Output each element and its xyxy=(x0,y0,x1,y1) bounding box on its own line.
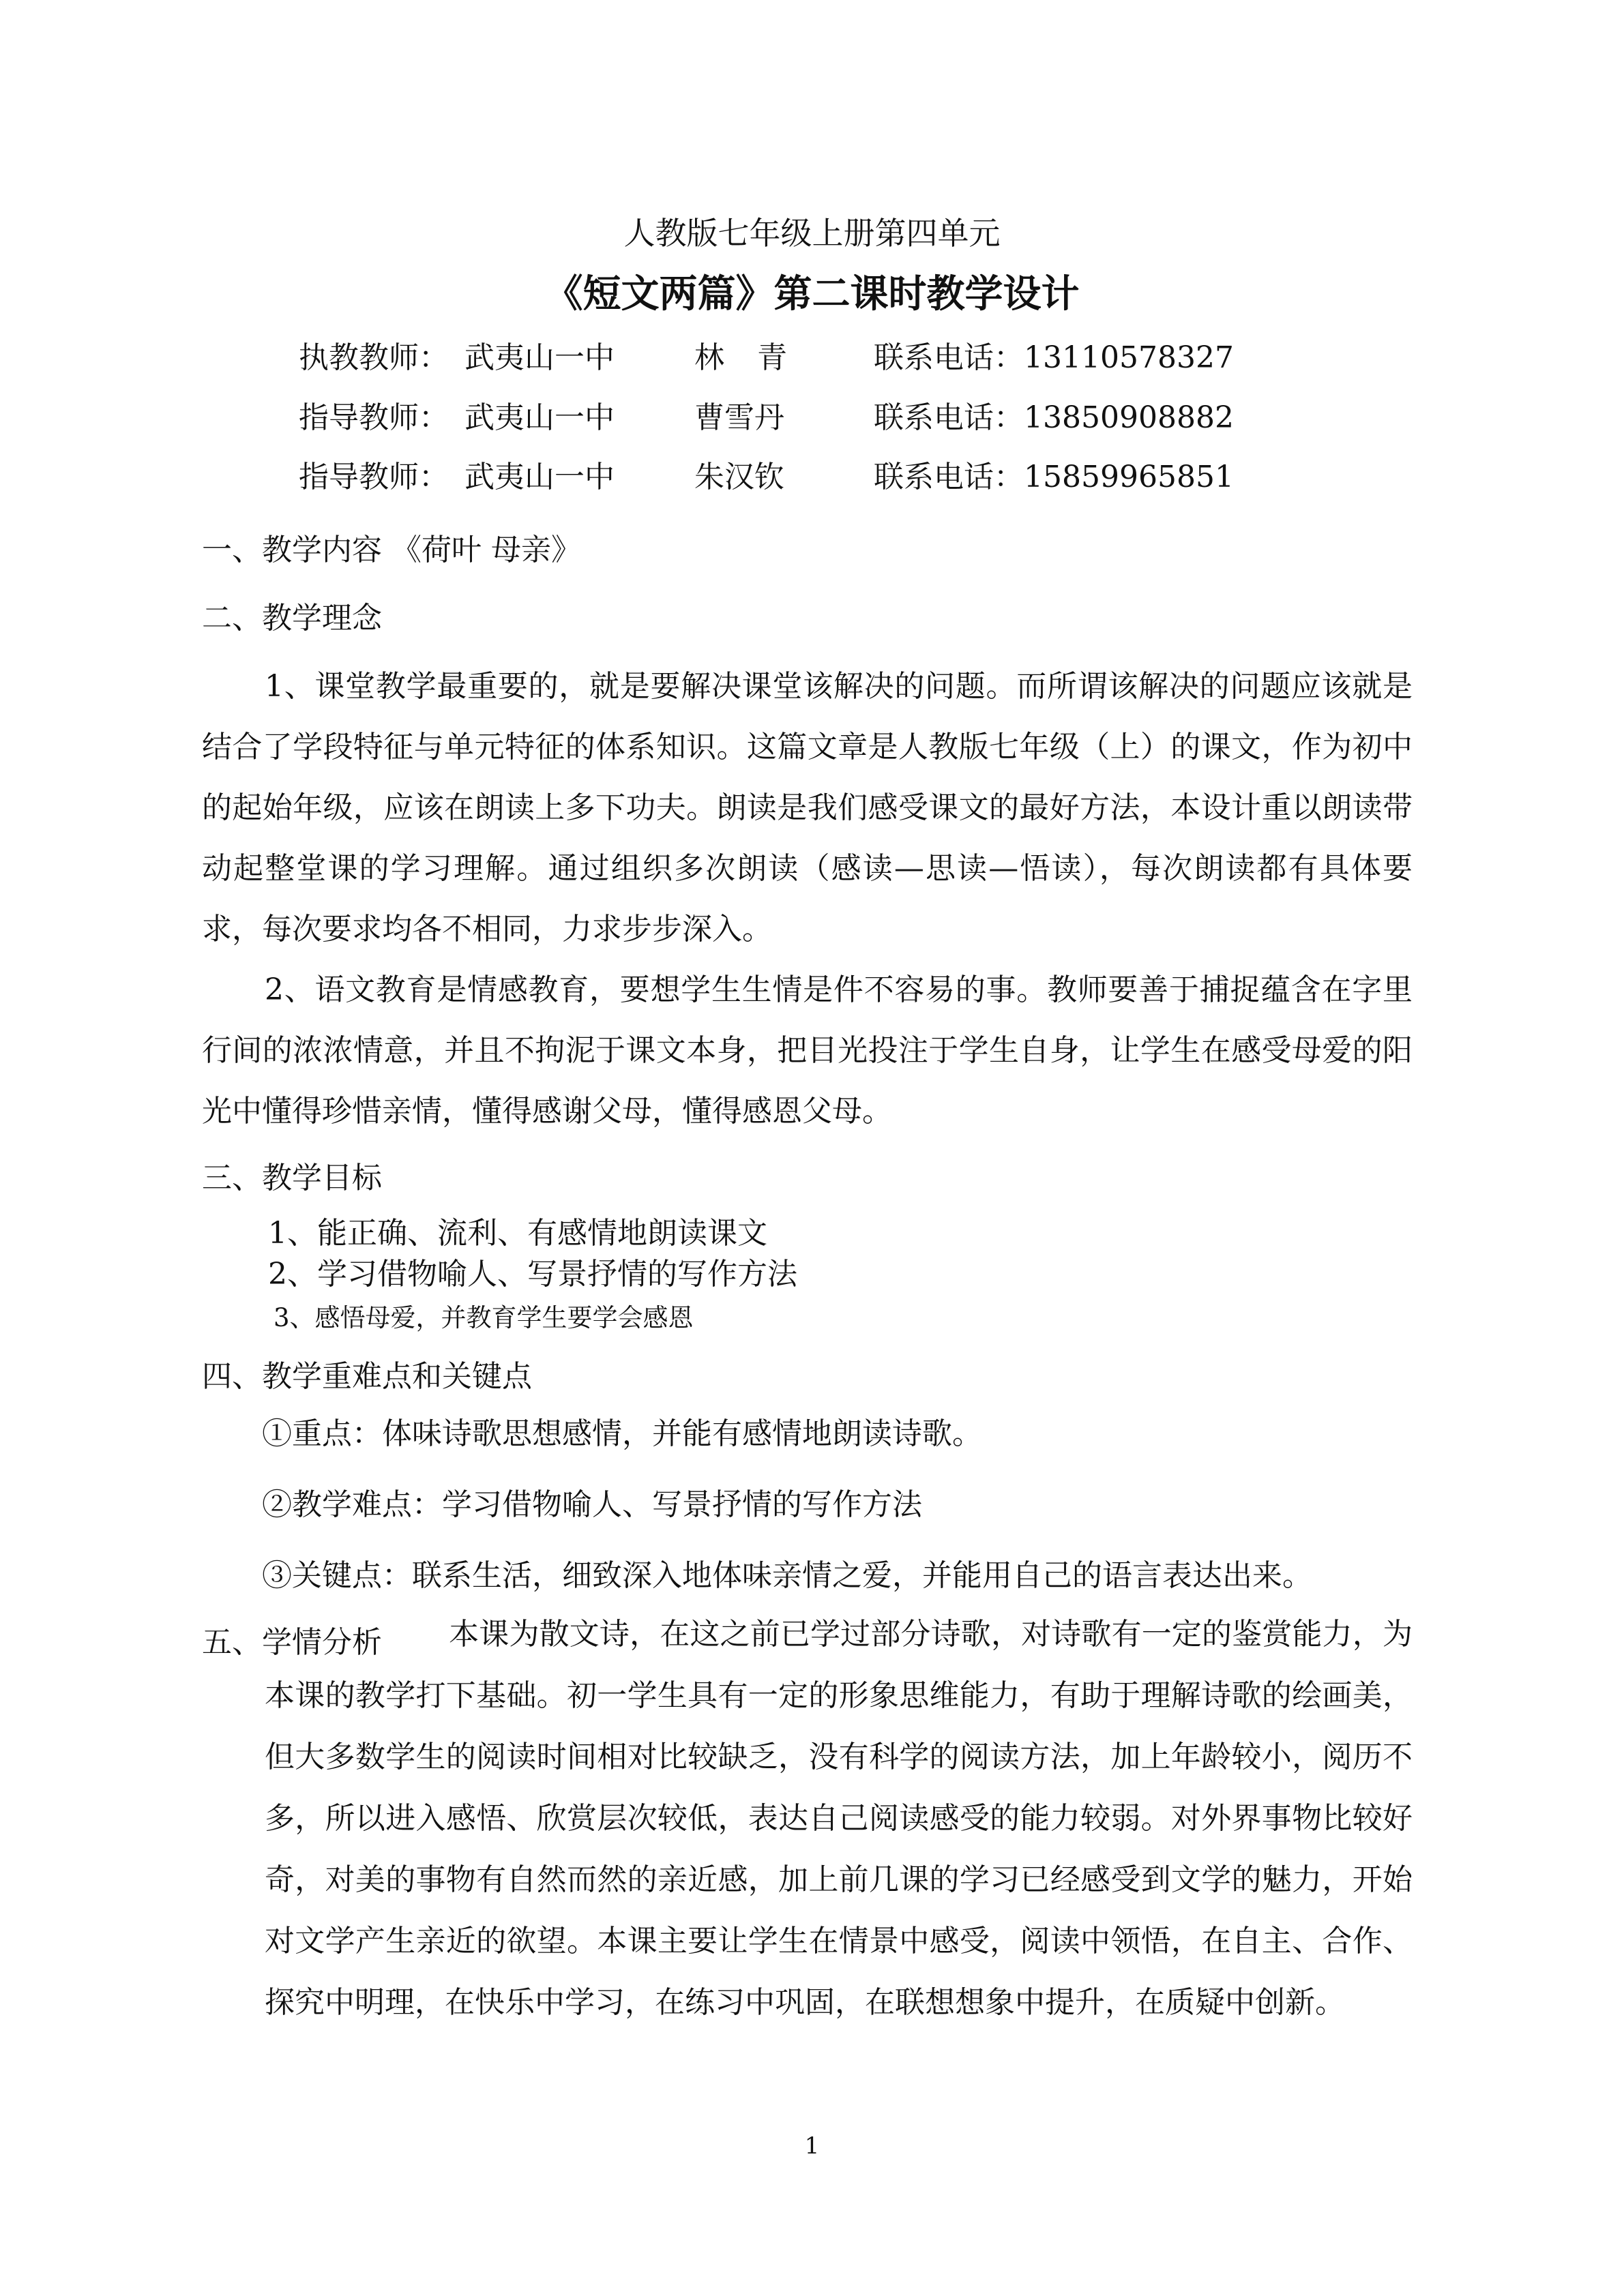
section-heading-philosophy: 二、教学理念 xyxy=(202,601,382,636)
keypoint-item: ①重点：体味诗歌思想感情，并能有感情地朗读诗歌。 xyxy=(262,1416,982,1451)
teacher-role: 执教教师： xyxy=(299,340,449,375)
page-number: 1 xyxy=(804,2132,820,2160)
philosophy-paragraph-1: 1、课堂教学最重要的，就是要解决课堂该解决的问题。而所谓该解决的问题应该就是结合了学段特征与单元特征的体系知识。这篇文章是人教版七年级（上）的课文，作为初中的起始年级，应该在朗读上多下功夫。朗读是我们感受课文的最好方法，本设计重以朗读带动起整堂课的学习理解。通过组织多次朗读（感读—思读—悟读），每次朗读都有具体要求，每次要求均各不相同，力求步步深入。 xyxy=(202,669,1413,946)
analysis-paragraph xyxy=(265,1604,1413,2033)
teacher-role: 指导教师： xyxy=(299,460,449,494)
section-heading-keypoints: 四、教学重难点和关键点 xyxy=(202,1359,532,1394)
teacher-name: 曹雪丹 xyxy=(694,400,784,435)
section-heading-goals: 三、教学目标 xyxy=(202,1161,382,1195)
goal-item: 2、学习借物喻人、写景抒情的写作方法 xyxy=(268,1257,797,1292)
document-subtitle: 人教版七年级上册第四单元 xyxy=(623,215,1001,252)
analysis-heading-text: 五、学情分析 xyxy=(202,1625,382,1660)
goal-item: 3、感悟母爱，并教育学生要学会感恩 xyxy=(274,1303,694,1332)
section-heading-content: 一、教学内容 《荷叶 母亲》 xyxy=(202,533,581,567)
teacher-phone: 联系电话：13110578327 xyxy=(874,340,1234,375)
teacher-role: 指导教师： xyxy=(299,400,449,435)
teacher-school: 武夷山一中 xyxy=(464,400,615,435)
keypoint-item: ②教学难点：学习借物喻人、写景抒情的写作方法 xyxy=(262,1487,922,1522)
teacher-phone: 联系电话：15859965851 xyxy=(874,460,1234,494)
philosophy-paragraph-2: 2、语文教育是情感教育，要想学生生情是件不容易的事。教师要善于捕捉蕴含在字里行间的浓浓情意，并且不拘泥于课文本身，把目光投注于学生自身，让学生在感受母爱的阳光中懂得珍惜亲情，懂得感谢父母，懂得感恩父母。 xyxy=(202,972,1413,1129)
teacher-name: 朱汉钦 xyxy=(694,460,784,494)
teacher-name: 林青 xyxy=(694,340,820,375)
keypoint-item: ③关键点：联系生活，细致深入地体味亲情之爱，并能用自己的语言表达出来。 xyxy=(262,1558,1312,1593)
teacher-school: 武夷山一中 xyxy=(464,340,615,375)
teacher-phone: 联系电话：13850908882 xyxy=(874,400,1234,435)
goal-item: 1、能正确、流利、有感情地朗读课文 xyxy=(268,1216,767,1251)
teacher-school: 武夷山一中 xyxy=(464,460,615,494)
document-title: 《短文两篇》第二课时教学设计 xyxy=(544,271,1080,316)
analysis-text: 本课为散文诗，在这之前已学过部分诗歌，对诗歌有一定的鉴赏能力，为本课的教学打下基础。初一学生具有一定的形象思维能力，有助于理解诗歌的绘画美，但大多数学生的阅读时间相对比较缺乏，没有科学的阅读方法，加上年龄较小，阅历不多，所以进入感悟、欣赏层次较低，表达自己阅读感受的能力较弱。对外界事物比较好奇，对美的事物有自然而然的亲近感，加上前几课的学习已经感受到文学的魅力，开始对文学产生亲近的欲望。本课主要让学生在情景中感受，阅读中领悟，在自主、合作、探究中明理，在快乐中学习，在练习中巩固，在联想想象中提升，在质疑中创新。 xyxy=(265,1617,1413,2020)
